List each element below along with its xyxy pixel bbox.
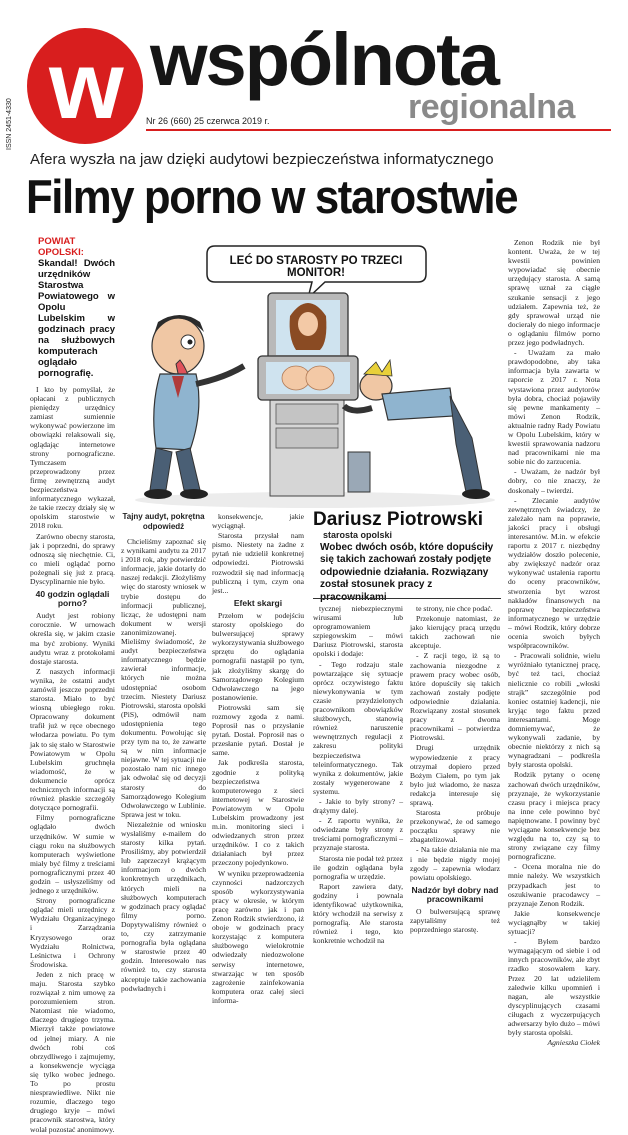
paragraph: Drugi urzędnik wypowiedzenie z pracy otrzymał dopiero przed Bożym Ciałem, po tym jak było już wiadomo, że nasza redakcja interesuje się sprawą. <box>410 743 500 807</box>
paragraph: - Z raportu wynika, że odwiedzane były strony z treściami pornograficznymi – przyznaje starosta. <box>313 816 403 853</box>
quote-role: starosta opolski <box>323 530 393 540</box>
paragraph: Chcieliśmy zapoznać się z wynikami audytu za 2017 i 2018 rok, aby potwierdzić informacje, jakie dotarły do naszej redakcji. Złożyliśmy więc do starosty wniosek w trybie dostępu do informacji publicznej, licząc, że udostępni nam dokument w wersji zanonimizowanej. Mieliśmy świadomość, że audyt bezpieczeństwa informatycznego będzie zawierał informacje, których nie można udostępniać osobom trzecim. Niestety Dariusz Piotrowski, starosta opolski (PiS), odmówił nam udostępnienia tego dokumentu. Powołując się przy tym na to, że zawarte są w nim informacje niejawne. W tej sytuacji nie pozostało nam nic innego jak odwołać się od decyzji starosty do Samorządowego Kolegium Odwoławczego w Lublinie. Sprawa jest w toku. <box>121 537 206 819</box>
box-title: Tajny audyt, pokrętna odpowiedź <box>122 512 205 531</box>
headline: Filmy porno w starostwie <box>26 170 518 223</box>
column-1 <box>30 236 115 1135</box>
cartoon-illustration <box>120 238 502 510</box>
paragraph: Z naszych informacji wynika, że ostatni audyt zamówił jeszcze poprzedni starosta. Miało to być wiosną ubiegłego roku. Opracowany dokument trafił już w ręce obecnego włodarza powiatu. Po tym jak to się stało w Starostwie Powiatowym w Opolu Lubelskim gruchnęła wiadomość, że w dokumencie oprócz technicznych informacji są również płaskie szczegóły dotyczące pornografii. <box>30 666 115 813</box>
paragraph: Przekonuje natomiast, że jako kierujący pracą urzędu takich zachowań nie akceptuje. <box>410 614 500 651</box>
lead-text: Skandal! Dwóch urzędników Starostwa Powiatowego w Opolu Lubelskim w godzinach pracy na służbowych komputerach oglądało pornografię. <box>38 258 115 379</box>
paragraph: Strony pornograficzne oglądać mieli urzędnicy z Wydziału Organizacyjnego i Zarządzania Kryzysowego oraz Wydziału Rolnictwa, Leśnictwa i Ochrony Środowiska. <box>30 896 115 969</box>
subheading: Efekt skargi <box>233 597 283 608</box>
logo-badge <box>27 28 143 144</box>
kicker: Afera wyszła na jaw dzięki audytowi bezpieczeństwa informatycznego <box>30 151 494 168</box>
quote-author: Dariusz Piotrowski <box>313 509 483 530</box>
paragraph: - Tego rodzaju stale powtarzające się sytuacje oprócz oczywistego faktu niewykonywania w tym czasie przydzielonych pracownikom obowiązków służbowych, stanowią również naruszenie wewnętrznych regulacji z zakresu polityki bezpieczeństwa teleinformatycznego. Tak wynika z dokumentów, jakie zostały wygenerowane z systemu. <box>313 659 403 796</box>
paragraph: Jakie konsekwencje wyciągnąłby w takiej sytuacji? <box>508 908 600 937</box>
paragraph: W wyniku przeprowadzenia czynności nadzorczych sposób wykorzystywania pracy w okresie, w którym pracę zarówno jak i pan Zenon Rodzik stwierdzono, iż oboje w godzinach pracy korzystając z komputera służbowego wielokrotnie odwiedzały niedozwolone serwisy internetowe, stwarzając w ten sposób zagrożenie zainfekowania komputera oraz całej sieci informa- <box>212 868 304 1005</box>
lead-label: POWIAT OPOLSKI: <box>38 236 84 258</box>
paragraph: Raport zawiera daty, godziny i pownala identyfikować użytkownika, który wchodził na serwisy z pornografią. Ale starosta również i tego, kto konkretnie wchodził na <box>313 881 403 946</box>
logo-letter: w <box>49 32 124 139</box>
column-6 <box>508 238 600 1047</box>
paragraph: - Jakie to były strony? – drążymy dalej. <box>313 796 403 816</box>
paragraph: - Na takie działania nie ma i nie będzie nigdy mojej zgody – zapewnia włodarz powiatu opolskiego. <box>410 845 500 882</box>
paragraph: Zarówno obecny starosta, jak i poprzedni, do sprawy odnoszą się niechętnie. Ci, co mieli oglądać porno pożegnali się już z pracą. Dyscyplinarnie nie było. <box>30 531 115 586</box>
paragraph: konsekwencje, jakie wyciągnął. <box>212 512 304 531</box>
paragraph: Przełom w podejściu starosty opolskiego do bulwersującej sprawy wykorzystywania służbowego sprzętu do oglądania pornografii nastąpił po tym, jak złożyliśmy skargę do Samorządowego Kolegium Odwoławczego na jego postanowienie. <box>212 610 304 702</box>
paragraph: O bulwersującą sprawę zapytaliśmy też poprzedniego starostę. <box>410 907 500 935</box>
paragraph: - Uważam, że nadzór był dobry, co nie znaczy, że doskonały – twierdzi. <box>508 467 600 495</box>
paragraph: Zenon Rodzik nie był kontent. Uważa, że w tej kwestii powinien wypowiadać się obecnie urzędujący starosta. A samą sprawę uznał za ciągłe szukanie sensacji z jego udziałem. Zapewnia też, że gdy sprawował urząd nie docierały do niego informacje o oglądaniu filmów porno przez jego podwładnych. <box>508 238 600 348</box>
paragraph: - Uważam za mało prawdopodobne, aby taka informacja była zawarta w raporcie z 2017 r. Nota wystawiona przez audytorów była dobra, chociaż pojawiły się pewne mankamenty – mówi Zenon Rodzik, aktualnie radny Rady Powiatu w Opolu Lubelskim, który w kwestii sprawowania nadzoru nad pracownikami nie ma sobie nic do zarzucenia. <box>508 348 600 467</box>
speech-bubble-text: LEĆ DO STAROSTY PO TRZECI MONITOR! <box>229 255 403 279</box>
paragraph: - Zlecanie audytów zewnętrznych świadczy, że zależało nam na poprawie, jakości pracy i obsługi interesantów. M.in. w efekcie raportu z 2017 r. niezbędny wydziałów doszło polecenie, aby zwiększyć nadzór oraz wykonywać ustalenia raportu do oceny pracowników, stworzenia byt wzrost nakładów finansowych na poprawę bezpieczeństwa informatycznego w urzędzie – mówi Rodzik, który dobrze ocenia swoich byłych współpracowników. <box>508 495 600 651</box>
paragraph: - Ocena moralna nie do mnie należy. We wszystkich przypadkach jest to oszukiwanie pracodawcy – przyznaje Zenon Rodzik. <box>508 862 600 908</box>
paragraph: Starosta przysłał nam pismo. Niestety na żadne z pytań nie udzielił konkretnej odpowiedzi. Piotrowski rozwodził się nad informacją publiczną i tym, czym ona jest... <box>212 531 304 595</box>
paragraph: Niezależnie od wniosku wysłaliśmy e-mailem do starosty kilka pytań. Prosiliśmy, aby potwierdził lub zaprzeczył krążącym informacjom o dwóch konkretnych urzędnikach, których mieli na służbowych komputerach w godzinach pracy oglądać filmy porno. Dopytywaliśmy również o to, czy zatrzymanie pornografia była oglądana w starostwie przez 40 godzin. Interesowało nas również to, czy starosta akceptuje takie zachowania podwładnych i <box>121 819 206 993</box>
paragraph: Jeden z nich pracę w maju. Starosta szybko rozwiązał z nim umowę za porozumieniem stron. Natomiast nie wiadomo, dlaczego drugiego trzyma. Mierzył także powiatowe od jelnej miary. A nie dwóch robi coś obrzydliwego i zajmujemy, a konsekwencje wyciąga się tylko wobec jednego. To po prostu niesprawiedliwe. Nikt nie rozumie, dlaczego tego drugiego kryje – mówi pracownik starostwa, który wolał pozostać anonimowy. <box>30 969 115 1134</box>
paragraph: Piotrowski sam się rozmowy zgoda z nami. Poprosił nas o przysłanie pytań. Dostał. Poprosił nas o przesłanie pytań. Dostał je same. <box>212 702 304 758</box>
paragraph: Filmy pornograficzne oglądało dwóch urzędników. W sumie w ciągu roku na służbowych komputerach wyświetlone miały być filmy z treściami pornograficznymi przez 40 godzin – usłyszeliśmy od jednego z urzędników. <box>30 813 115 896</box>
paragraph: Starosta nie podał też przez ile godzin oglądana była pornografia w urzędzie. <box>313 853 403 881</box>
issn-number: ISSN 2451-4330 <box>6 98 13 150</box>
paragraph: Audyt jest robiony corocznie. W urnowach określa się, w jakim czasie ma być zrobiony. Wyniki audytu wraz z protokołami dostaje starosta. <box>30 611 115 666</box>
newspaper-title: wspólnota <box>150 18 498 101</box>
paragraph: I kto by pomyślał, że opłacani z publicznych pieniędzy urzędnicy zamiast sumiennie wykonywać powierzone im obowiązki relaksowali się, oglądając internetowe strony pornograficzne. Tymczasem przeprowadzony przez firmę zewnętrzną audyt bezpieczeństwa informatycznego wykazał, że takie rzeczy działy się w opolskim starostwie w 2018 roku. <box>30 385 115 531</box>
column-4 <box>313 604 403 946</box>
paragraph: te strony, nie chce podać. <box>416 604 493 613</box>
paragraph: Rodzik pytany o ocenę zachowań dwóch urzędników, przyznaje, że wykorzystanie czasu pracy i miejsca pracy na inne cele powinno być napiętnowane. I powinny być wyciągane konsekwencje bez względu na to, czy są to strony związane czy filmy pornograficzne. <box>508 770 600 862</box>
newspaper-subtitle: regionalna <box>408 88 575 126</box>
pull-quote: Wobec dwóch osób, które dopuściły się takich zachowań zostały podjęte odpowiednie działania. Rozwiązany został stosunek pracy z <box>320 542 494 591</box>
paragraph: Jak podkreśla starosta, zgodnie z polityką bezpieczeństwa komputerowego z sieci internetowej w Starostwie Powiatowym w Opolu Lubelskim prowadzony jest m.in. monitoring sieci i odwiedzanych stron przez urzędników. I co z takich działaniach był przez przeczony pojedynkowo. <box>212 758 304 868</box>
column-3 <box>212 512 304 1006</box>
column-2 <box>121 512 206 994</box>
author-signature: Agnieszka Ciołek <box>547 1038 600 1048</box>
paragraph: tycznej niebezpiecznymi wirusami lub oprogramowaniem szpiegowskim – mówi Dariusz Piotrowski, starosta opolski i dodaje: <box>313 604 403 659</box>
paragraph: - Pracowali solidnie, wielu wyróżniało tytanicznej pracę, być też taci, chociaż nielicznie co robili „włoski strajk” szczególnie pod koniec ostatniej kadencji, nie kryjąc tego faktu przed interesantami. Moge domniemywać, że wykonywali zadanie, by obecnie niektórzy z nich są wynagradzani – podkreśla były starosta opolski. <box>508 651 600 770</box>
column-5 <box>410 604 500 935</box>
paragraph: - Z racji tego, iż są to zachowania niezgodne z prawem pracy wobec osób, które dopuściły się takich zachowań zostały podjęte odpowiednie działania. Rozwiązany został stosunek pracy z dwoma pracownikami – potwierdza Piotrowski. <box>410 651 500 743</box>
lead-block <box>30 236 115 379</box>
subheading: Nadzór był dobry nad pracownikami <box>411 884 499 904</box>
paragraph: Starosta próbuje przekonywać, że od samego początku sprawy nie zbagatelizował. <box>410 808 500 845</box>
subheading: 40 godzin oglądali porno? <box>35 589 110 609</box>
quote-rule <box>313 598 501 599</box>
masthead-rule <box>146 129 611 131</box>
issue-info: Nr 26 (660) 25 czerwca 2019 r. <box>146 116 270 126</box>
paragraph: - Byłem bardzo wymagającym od siebie i od innych pracowników, ale zbyt rzadko stosowałem kary. Przez 20 lat udzieliłem zaledwie kilku upomnień i nagan, ale wszystkie dyscyplinujących czasami ciługach z wyczerpujących adwersarzy było dużo – mówi były starosta opolski. <box>508 937 600 1038</box>
